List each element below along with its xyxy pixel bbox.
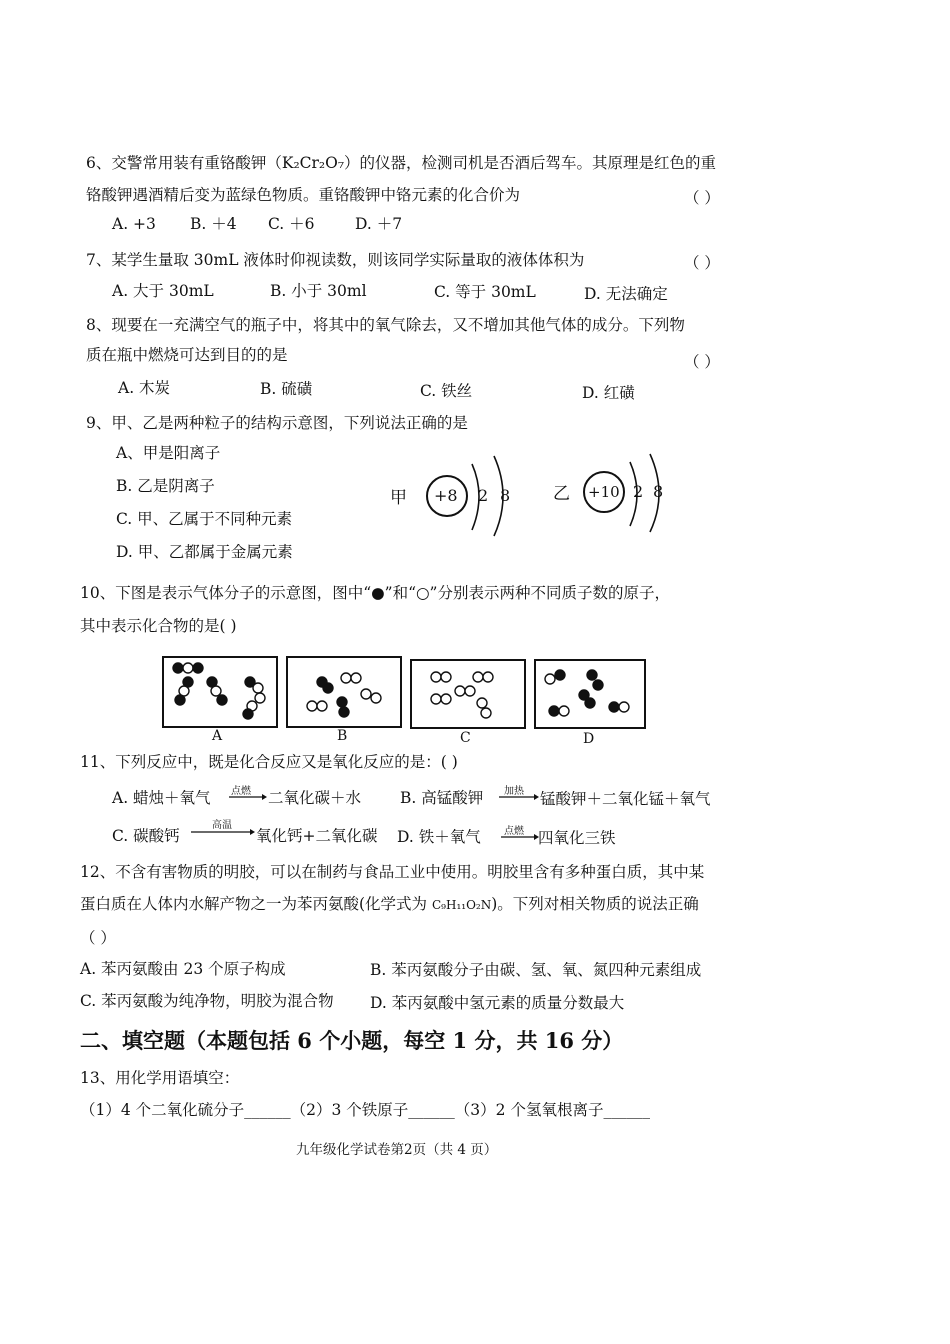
- q7-option-b[interactable]: B. 小于 30ml: [270, 282, 367, 300]
- q11-option-c-reactants[interactable]: C. 碳酸钙: [112, 827, 180, 845]
- q10-line2: 其中表示化合物的是( ): [80, 617, 237, 635]
- q6-option-c[interactable]: C. ＋6: [268, 215, 315, 233]
- q10-box-a[interactable]: [162, 656, 278, 728]
- q9-option-a[interactable]: A、甲是阳离子: [116, 444, 221, 462]
- q11-option-b-reactants[interactable]: B. 高锰酸钾: [400, 789, 484, 807]
- q7-option-c[interactable]: C. 等于 30mL: [434, 283, 536, 301]
- q11-option-a-products: 二氧化碳＋水: [268, 789, 362, 807]
- q12-option-c[interactable]: C. 苯丙氨酸为纯净物，明胶为混合物: [80, 992, 334, 1010]
- q11-option-c-condition: 高温: [212, 820, 232, 831]
- q11-option-b-condition: 加热: [504, 786, 524, 797]
- q8-answer-paren[interactable]: （ ）: [684, 353, 720, 371]
- q12-formula: C₉H₁₁O₂N: [431, 898, 492, 912]
- page-footer: 九年级化学试卷第2页（共 4 页）: [296, 1142, 498, 1158]
- yi-shell-2-electrons: 8: [653, 482, 664, 501]
- q6-option-d[interactable]: D. ＋7: [355, 215, 403, 233]
- q8-line1: 8、现要在一充满空气的瓶子中，将其中的氧气除去，又不增加其他气体的成分。下列物: [86, 316, 685, 334]
- q9-option-d[interactable]: D. 甲、乙都属于金属元素: [116, 543, 293, 561]
- q7-option-d[interactable]: D. 无法确定: [584, 285, 668, 303]
- q6-line1: 6、交警常用装有重铬酸钾（K₂Cr₂O₇）的仪器，检测司机是否酒后驾车。其原理是红色的重: [86, 154, 717, 172]
- q8-option-a[interactable]: A. 木炭: [118, 379, 171, 397]
- jia-shell-2-electrons: 8: [500, 486, 511, 505]
- q7-line1: 7、某学生量取 30mL 液体时仰视读数，则该同学实际量取的液体体积为: [86, 251, 585, 269]
- q12-line1: 12、不含有害物质的明胶，可以在制药与食品工业中使用。明胶里含有多种蛋白质，其中某: [80, 863, 705, 881]
- q8-option-b[interactable]: B. 硫磺: [260, 380, 313, 398]
- q10-label-b: B: [337, 728, 348, 744]
- q10-line1: 10、下图是表示气体分子的示意图，图中“●”和“○”分别表示两种不同质子数的原子，: [80, 584, 670, 602]
- q13-line2[interactable]: （1）4 个二氧化硫分子______（2）3 个铁原子______（3）2 个氢氧根离子______: [80, 1101, 650, 1119]
- q10-box-b[interactable]: [286, 656, 402, 728]
- jia-label: 甲: [390, 488, 407, 508]
- q11-option-d-condition: 点燃: [504, 826, 524, 837]
- q11-option-d-products: 四氧化三铁: [538, 829, 616, 847]
- q10-label-a: A: [212, 728, 223, 744]
- q8-option-c[interactable]: C. 铁丝: [420, 382, 473, 400]
- q12-option-b[interactable]: B. 苯丙氨酸分子由碳、氢、氧、氮四种元素组成: [370, 961, 702, 979]
- q6-answer-paren[interactable]: （ ）: [684, 189, 720, 207]
- q11-option-d-reactants[interactable]: D. 铁＋氧气: [397, 828, 481, 846]
- section-2-title: 二、填空题（本题包括 6 个小题，每空 1 分，共 16 分）: [80, 1028, 624, 1053]
- box-d-molecules: [536, 661, 644, 727]
- q13-line1: 13、用化学用语填空：: [80, 1069, 240, 1087]
- q9-option-c[interactable]: C. 甲、乙属于不同种元素: [116, 510, 293, 528]
- q6-line2: 铬酸钾遇酒精后变为蓝绿色物质。重铬酸钾中铬元素的化合价为: [86, 186, 521, 204]
- q11-option-a-reactants[interactable]: A. 蜡烛＋氧气: [112, 789, 211, 807]
- q11-line1: 11、下列反应中，既是化合反应又是氧化反应的是：( ): [80, 753, 458, 771]
- q10-box-d[interactable]: [534, 659, 646, 729]
- q7-option-a[interactable]: A. 大于 30mL: [112, 282, 214, 300]
- q11-option-b-arrow: [498, 793, 540, 801]
- q9-line1: 9、甲、乙是两种粒子的结构示意图，下列说法正确的是: [86, 414, 468, 432]
- jia-shell-1-electrons: 2: [478, 486, 489, 505]
- q8-line2: 质在瓶中燃烧可达到目的的是: [86, 346, 288, 364]
- q10-label-d: D: [583, 731, 595, 747]
- box-a-molecules: [164, 658, 276, 726]
- yi-shell-1-electrons: 2: [633, 482, 644, 501]
- q11-option-a-arrow: [228, 793, 268, 801]
- q11-option-a-condition: 点燃: [231, 786, 251, 797]
- q9-option-b[interactable]: B. 乙是阴离子: [116, 477, 215, 495]
- q10-box-c[interactable]: [410, 659, 526, 729]
- q12-line2: [80, 894, 699, 915]
- jia-nucleus-charge: +8: [434, 486, 458, 505]
- q6-option-b[interactable]: B. ＋4: [190, 215, 237, 233]
- q12-line2-start: 蛋白质在人体内水解产物之一为苯丙氨酸(化学式为: [80, 895, 432, 913]
- yi-nucleus-charge: +10: [588, 483, 620, 501]
- box-b-molecules: [288, 658, 400, 726]
- q11-option-c-products: 氧化钙+二氧化碳: [256, 827, 378, 845]
- q11-option-c-arrow: [190, 828, 256, 836]
- q10-label-c: C: [460, 730, 471, 746]
- yi-label: 乙: [553, 484, 570, 504]
- q12-answer-paren[interactable]: （ ）: [80, 929, 116, 947]
- box-c-molecules: [412, 661, 524, 727]
- q6-option-a[interactable]: A. +3: [112, 215, 156, 233]
- q11-option-d-arrow: [500, 833, 540, 841]
- q12-option-d[interactable]: D. 苯丙氨酸中氢元素的质量分数最大: [370, 994, 625, 1012]
- q11-option-b-products: 锰酸钾＋二氧化锰＋氧气: [540, 790, 711, 808]
- q7-answer-paren[interactable]: （ ）: [684, 254, 720, 272]
- q8-option-d[interactable]: D. 红磺: [582, 384, 635, 402]
- q12-line2-end: )。下列对相关物质的说法正确: [491, 895, 699, 913]
- q12-option-a[interactable]: A. 苯丙氨酸由 23 个原子构成: [80, 960, 286, 978]
